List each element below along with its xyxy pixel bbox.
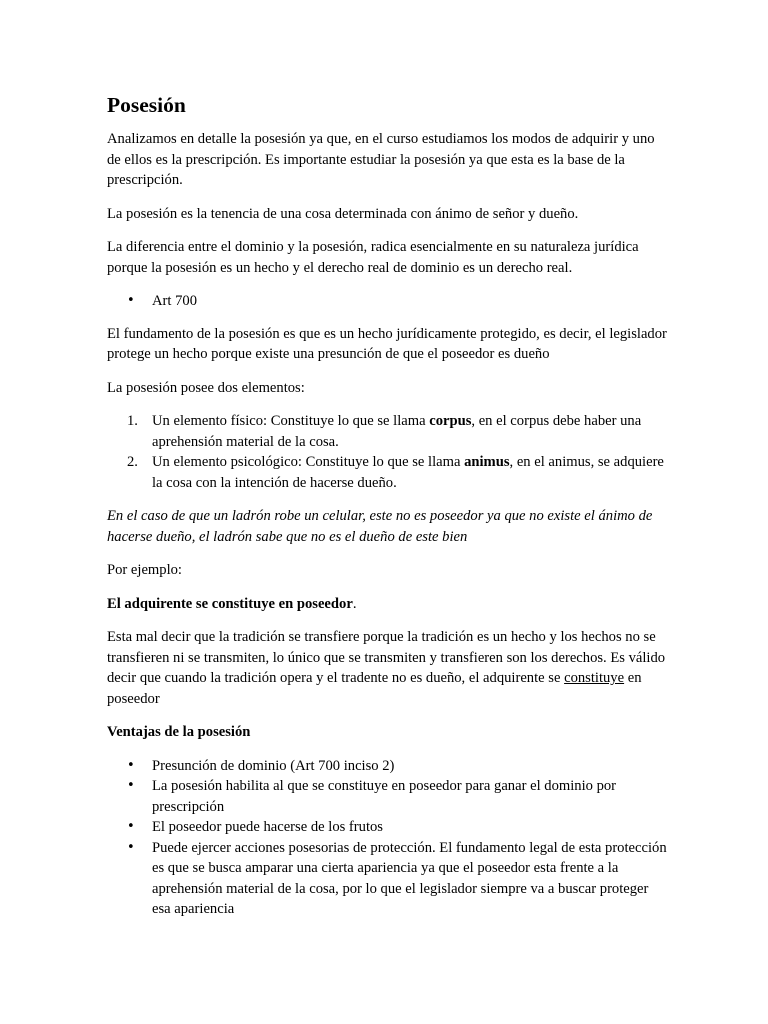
list-item-text-end: , en el corpus debe haber una aprehensión material de la cosa. <box>152 413 642 450</box>
bullet-icon: • <box>127 778 135 793</box>
list-number: 2. <box>127 454 138 470</box>
term-corpus: corpus <box>429 413 472 429</box>
bullet-icon: • <box>127 839 135 855</box>
list-item-text: Puede ejercer acciones posesorias de protección. El fundamento legal de esta protección es que se busca amparar una cierta apariencia ya que el poseedor esta frente a la aprehensión material de la cosa, por lo que el legislador siempre va a buscar proteger esa apariencia <box>152 839 667 917</box>
list-item-text: Art 700 <box>152 293 197 309</box>
tradicion-text-end: en poseedor <box>107 670 642 707</box>
list-item-text: Presunción de dominio (Art 700 inciso 2) <box>152 757 395 774</box>
paragraph-definition: La posesión es la tenencia de una cosa determinada con ánimo de señor y dueño. <box>107 205 579 222</box>
paragraph-fundamento: El fundamento de la posesión es que es un hecho jurídicamente protegido, es decir, el legislador protege un hecho porque existe una presunción de que el poseedor es dueño <box>107 325 667 362</box>
list-item <box>107 838 668 920</box>
list-item <box>107 291 668 312</box>
paragraph-intro: Analizamos en detalle la posesión ya que, en el curso estudiamos los modos de adquirir y uno de ellos es la prescripción. Es importante estudiar la posesión ya que esta es la base de la prescripción. <box>107 131 655 188</box>
paragraph-difference: La diferencia entre el dominio y la posesión, radica esencialmente en su naturaleza jurídica porque la posesión es un hecho y el derecho real de dominio es un derecho real. <box>107 239 639 276</box>
document-title: Posesión <box>107 93 186 117</box>
list-number: 1. <box>127 413 138 429</box>
list-item <box>107 817 668 838</box>
bullet-icon: • <box>127 819 135 834</box>
bullet-icon: • <box>127 757 135 773</box>
paragraph-tradicion <box>107 627 668 709</box>
list-item <box>107 776 668 817</box>
paragraph-elementos-intro: La posesión posee dos elementos: <box>107 379 305 396</box>
elements-numbered-list <box>107 411 668 493</box>
list-item-text-start: Un elemento físico: Constituye lo que se llama <box>152 413 430 429</box>
bullet-icon: • <box>127 293 135 308</box>
ventajas-bullet-list <box>107 756 668 920</box>
list-item-text: El poseedor puede hacerse de los frutos <box>152 819 383 835</box>
list-item <box>107 756 668 777</box>
list-item <box>107 452 668 493</box>
heading-ventajas: Ventajas de la posesión <box>107 724 251 740</box>
article-bullet-list <box>107 291 668 312</box>
paragraph-adquirente <box>107 594 668 615</box>
statement-period: . <box>352 595 357 612</box>
term-animus: animus <box>464 454 510 470</box>
list-item <box>107 411 668 452</box>
list-item-text: La posesión habilita al que se constituye en poseedor para ganar el dominio por prescripción <box>152 778 617 815</box>
list-item-text-end: , en el animus, se adquiere la cosa con la intención de hacerse dueño. <box>152 454 664 491</box>
tradicion-text: Esta mal decir que la tradición se transfiere porque la tradición es un hecho y los hechos no se transfieren ni se transmiten, lo único que se transmiten y transfieren son los derechos. Es válido decir que cuando la tradición opera y el tradente no es dueño, el adquirente se <box>107 629 666 686</box>
paragraph-example-italic: En el caso de que un ladrón robe un celular, este no es poseedor ya que no existe el ánimo de hacerse dueño, el ladrón sabe que no es el dueño de este bien <box>107 508 653 545</box>
underlined-word: constituye <box>564 670 625 686</box>
bold-statement: El adquirente se constituye en poseedor <box>107 595 353 612</box>
paragraph-por-ejemplo: Por ejemplo: <box>107 562 182 578</box>
list-item-text-start: Un elemento psicológico: Constituye lo que se llama <box>152 454 465 470</box>
